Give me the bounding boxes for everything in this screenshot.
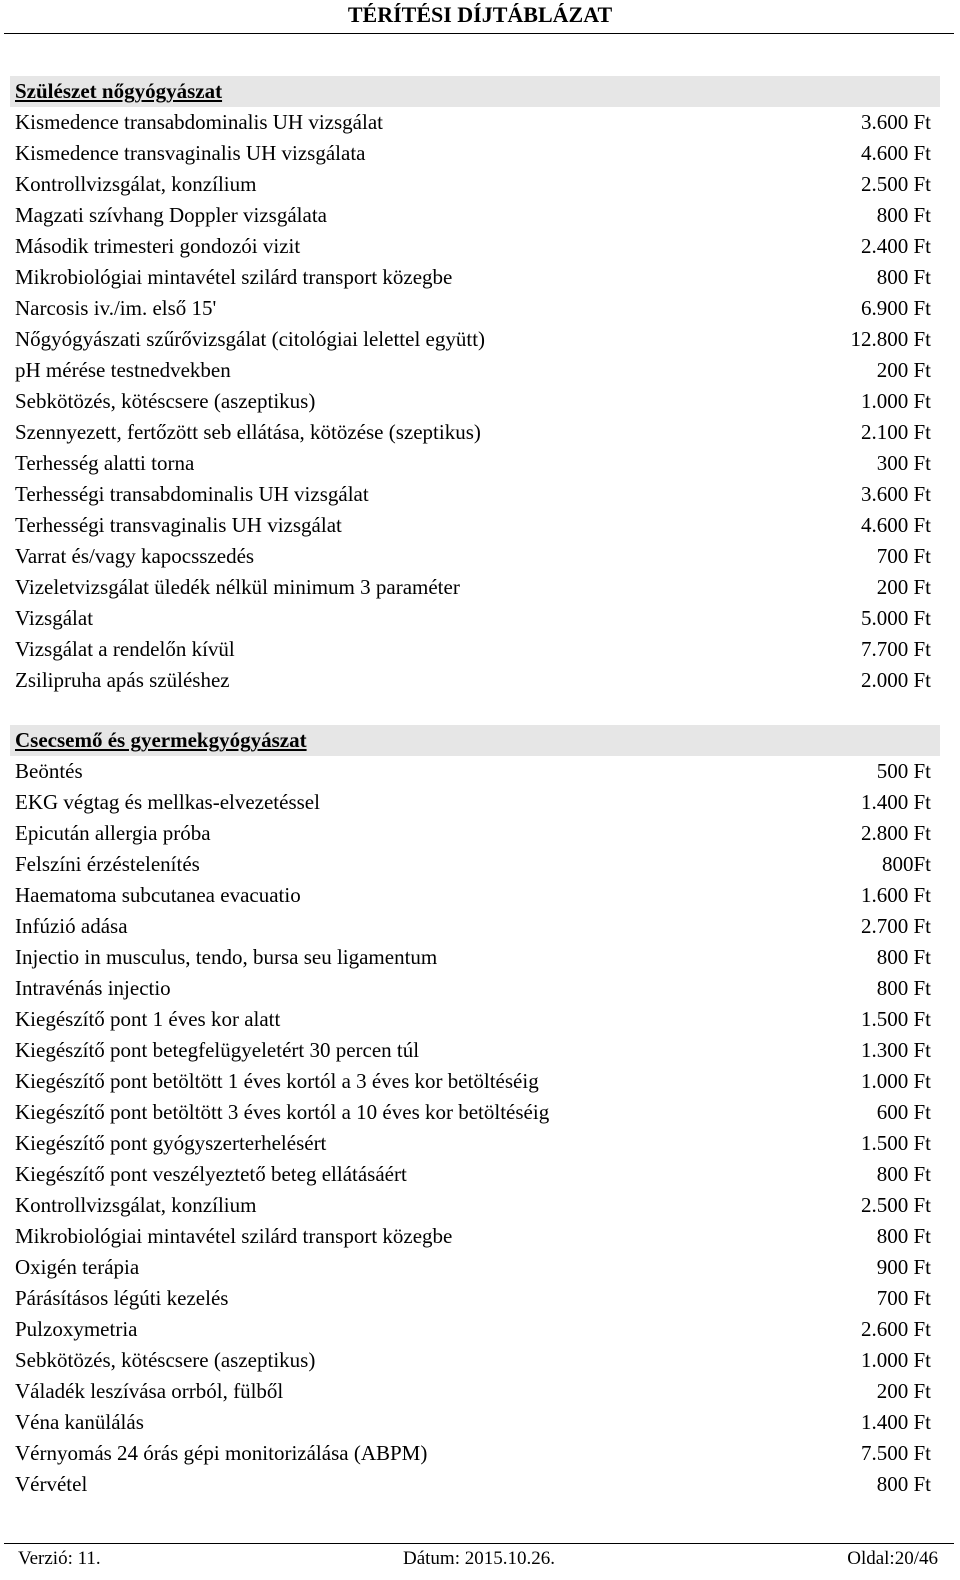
price-row <box>10 572 940 603</box>
service-name: Sebkötözés, kötéscsere (aszeptikus) <box>15 1348 316 1372</box>
service-name: pH mérése testnedvekben <box>15 358 231 382</box>
service-price: 6.900 Ft <box>860 296 931 320</box>
service-name: Infúzió adása <box>15 914 128 938</box>
service-name: Felszíni érzéstelenítés <box>15 852 200 876</box>
service-price: 7.500 Ft <box>860 1441 931 1465</box>
service-price: 4.600 Ft <box>860 141 931 165</box>
service-name: Kiegészítő pont betegfelügyeletért 30 percen túl <box>15 1038 420 1062</box>
service-name: Kiegészítő pont betöltött 3 éves kortól a 10 éves kor betöltéséig <box>15 1100 550 1124</box>
service-name: Epicután allergia próba <box>15 821 211 845</box>
service-name: Kismedence transvaginalis UH vizsgálata <box>15 141 366 165</box>
service-name: Terhesség alatti torna <box>15 451 195 475</box>
service-name: Második trimesteri gondozói vizit <box>15 234 301 258</box>
price-row <box>10 849 940 880</box>
service-name: Vizeletvizsgálat üledék nélkül minimum 3 paraméter <box>15 575 460 599</box>
service-price: 1.300 Ft <box>860 1038 931 1062</box>
price-row <box>10 510 940 541</box>
service-name: Véna kanülálás <box>15 1410 144 1434</box>
section-pediatrics <box>10 725 940 1500</box>
service-price: 1.000 Ft <box>860 1069 931 1093</box>
price-row <box>10 448 940 479</box>
service-name: Szennyezett, fertőzött seb ellátása, kötözése (szeptikus) <box>15 420 481 444</box>
service-price: 7.700 Ft <box>860 637 931 661</box>
price-row <box>10 293 940 324</box>
section-heading: Szülészet nőgyógyászat <box>10 76 940 107</box>
price-row <box>10 1283 940 1314</box>
service-price: 1.400 Ft <box>860 1410 931 1434</box>
price-row <box>10 541 940 572</box>
service-price: 300 Ft <box>876 451 931 475</box>
price-row <box>10 1314 940 1345</box>
service-price: 200 Ft <box>876 575 931 599</box>
price-row <box>10 1438 940 1469</box>
price-row <box>10 634 940 665</box>
price-row <box>10 1469 940 1500</box>
service-price: 1.500 Ft <box>860 1007 931 1031</box>
price-row <box>10 479 940 510</box>
price-row <box>10 603 940 634</box>
service-price: 3.600 Ft <box>860 110 931 134</box>
service-name: Terhességi transvaginalis UH vizsgálat <box>15 513 342 537</box>
service-price: 2.400 Ft <box>860 234 931 258</box>
price-row <box>10 787 940 818</box>
service-name: Kismedence transabdominalis UH vizsgálat <box>15 110 383 134</box>
price-row <box>10 1128 940 1159</box>
price-row <box>10 169 940 200</box>
service-price: 600 Ft <box>876 1100 931 1124</box>
price-row <box>10 1252 940 1283</box>
service-price: 800 Ft <box>876 265 931 289</box>
price-row <box>10 231 940 262</box>
service-price: 900 Ft <box>876 1255 931 1279</box>
service-price: 2.700 Ft <box>860 914 931 938</box>
price-row <box>10 386 940 417</box>
service-name: Mikrobiológiai mintavétel szilárd transport közegbe <box>15 1224 453 1248</box>
service-price: 800 Ft <box>876 1472 931 1496</box>
service-name: Terhességi transabdominalis UH vizsgálat <box>15 482 369 506</box>
price-row <box>10 1376 940 1407</box>
title-divider <box>4 33 954 34</box>
price-row <box>10 1004 940 1035</box>
service-name: Kontrollvizsgálat, konzílium <box>15 172 257 196</box>
service-name: Vérnyomás 24 órás gépi monitorizálása (ABPM) <box>15 1441 428 1465</box>
service-name: Pulzoxymetria <box>15 1317 138 1341</box>
service-name: Zsilipruha apás szüléshez <box>15 668 230 692</box>
service-name: Oxigén terápia <box>15 1255 140 1279</box>
service-name: Beöntés <box>15 759 83 783</box>
service-price: 800 Ft <box>876 1162 931 1186</box>
service-price: 2.000 Ft <box>860 668 931 692</box>
service-price: 700 Ft <box>876 1286 931 1310</box>
service-price: 1.500 Ft <box>860 1131 931 1155</box>
service-name: Vérvétel <box>15 1472 88 1496</box>
price-row <box>10 973 940 1004</box>
section-heading: Csecsemő és gyermekgyógyászat <box>10 725 940 756</box>
footer-date: Dátum: 2015.10.26. <box>403 1548 555 1569</box>
service-price: 4.600 Ft <box>860 513 931 537</box>
price-row <box>10 1345 940 1376</box>
service-price: 800 Ft <box>876 945 931 969</box>
price-row <box>10 200 940 231</box>
service-name: Párásításos légúti kezelés <box>15 1286 229 1310</box>
price-row <box>10 942 940 973</box>
price-row <box>10 1035 940 1066</box>
service-name: Kiegészítő pont gyógyszerterhelésért <box>15 1131 327 1155</box>
service-price: 800 Ft <box>876 976 931 1000</box>
price-row <box>10 1407 940 1438</box>
price-row <box>10 665 940 696</box>
price-row <box>10 911 940 942</box>
service-price: 5.000 Ft <box>860 606 931 630</box>
service-name: Nőgyógyászati szűrővizsgálat (citológiai lelettel együtt) <box>15 327 486 351</box>
service-name: Vizsgálat <box>15 606 94 630</box>
price-row <box>10 138 940 169</box>
service-name: Injectio in musculus, tendo, bursa seu ligamentum <box>15 945 438 969</box>
service-name: Varrat és/vagy kapocsszedés <box>15 544 255 568</box>
section-obstetrics-gynecology <box>10 76 940 696</box>
price-row <box>10 880 940 911</box>
service-name: Magzati szívhang Doppler vizsgálata <box>15 203 327 227</box>
service-price: 1.000 Ft <box>860 1348 931 1372</box>
service-name: Sebkötözés, kötéscsere (aszeptikus) <box>15 389 316 413</box>
price-row <box>10 355 940 386</box>
price-row <box>10 1097 940 1128</box>
price-row <box>10 1066 940 1097</box>
service-name: Haematoma subcutanea evacuatio <box>15 883 301 907</box>
price-row <box>10 262 940 293</box>
service-name: Kiegészítő pont veszélyeztető beteg ellátásáért <box>15 1162 407 1186</box>
service-price: 1.400 Ft <box>860 790 931 814</box>
page-title: TÉRÍTÉSI DÍJTÁBLÁZAT <box>347 2 613 27</box>
service-price: 12.800 Ft <box>850 327 931 351</box>
price-row <box>10 818 940 849</box>
service-name: Intravénás injectio <box>15 976 171 1000</box>
price-row <box>10 1221 940 1252</box>
service-price: 2.500 Ft <box>860 172 931 196</box>
service-name: Kiegészítő pont betöltött 1 éves kortól a 3 éves kor betöltéséig <box>15 1069 539 1093</box>
service-name: Kontrollvizsgálat, konzílium <box>15 1193 257 1217</box>
service-price: 2.600 Ft <box>860 1317 931 1341</box>
service-price: 2.100 Ft <box>860 420 931 444</box>
service-price: 2.800 Ft <box>860 821 931 845</box>
service-price: 800 Ft <box>876 1224 931 1248</box>
service-price: 1.600 Ft <box>860 883 931 907</box>
service-name: Vizsgálat a rendelőn kívül <box>15 637 235 661</box>
price-row <box>10 1159 940 1190</box>
service-price: 200 Ft <box>876 358 931 382</box>
price-row <box>10 107 940 138</box>
service-price: 800 Ft <box>876 203 931 227</box>
service-name: EKG végtag és mellkas-elvezetéssel <box>15 790 320 814</box>
price-row <box>10 1190 940 1221</box>
service-name: Váladék leszívása orrból, fülből <box>15 1379 284 1403</box>
service-price: 700 Ft <box>876 544 931 568</box>
service-price: 1.000 Ft <box>860 389 931 413</box>
footer-divider <box>4 1543 954 1544</box>
footer-version: Verzió: 11. <box>18 1548 101 1569</box>
service-price: 800Ft <box>881 852 931 876</box>
service-name: Kiegészítő pont 1 éves kor alatt <box>15 1007 281 1031</box>
service-price: 3.600 Ft <box>860 482 931 506</box>
service-price: 2.500 Ft <box>860 1193 931 1217</box>
price-row <box>10 324 940 355</box>
service-name: Narcosis iv./im. első 15' <box>15 296 217 320</box>
price-row <box>10 756 940 787</box>
service-price: 500 Ft <box>876 759 931 783</box>
footer-page-number: Oldal:20/46 <box>847 1548 938 1569</box>
service-price: 200 Ft <box>876 1379 931 1403</box>
service-name: Mikrobiológiai mintavétel szilárd transport közegbe <box>15 265 453 289</box>
price-row <box>10 417 940 448</box>
